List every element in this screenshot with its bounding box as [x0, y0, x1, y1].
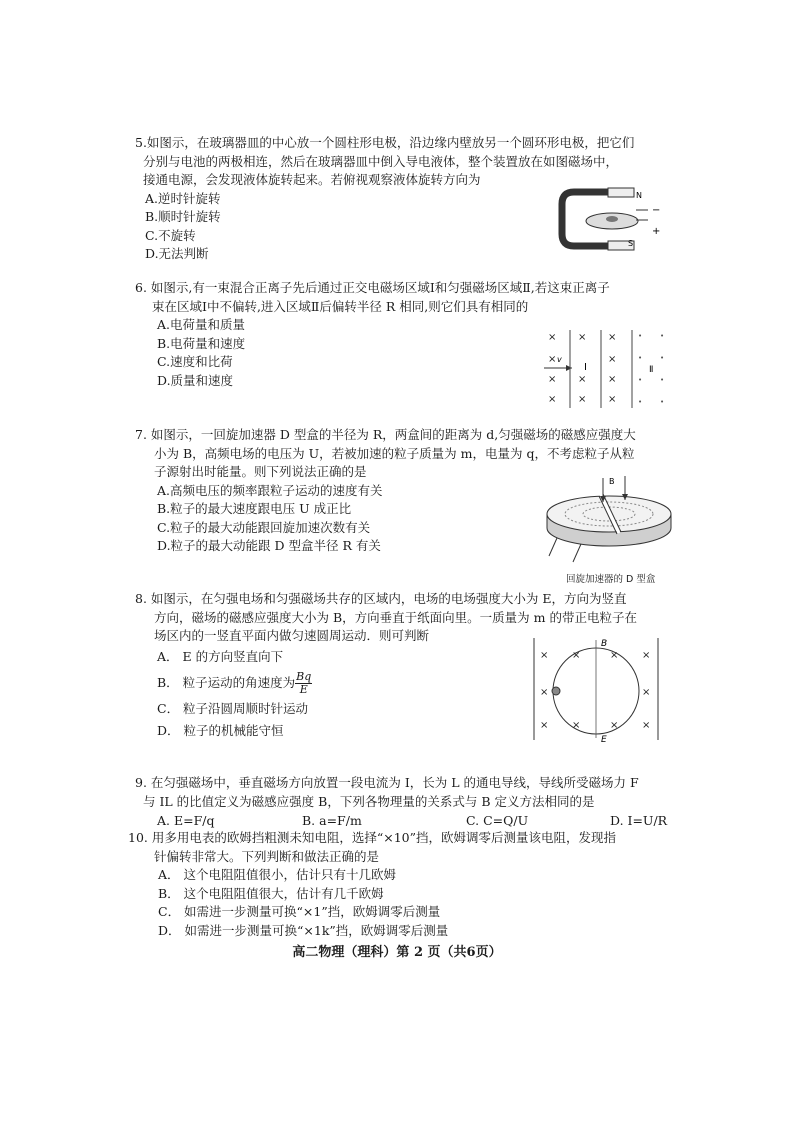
q8-e-label: E — [601, 735, 607, 744]
cross-mark: × — [642, 650, 651, 661]
q6-option-c: C.速度和比荷 — [157, 354, 233, 369]
fraction-numerator: Bq — [296, 669, 312, 683]
cross-mark: × — [540, 720, 549, 731]
page-footer: 高二物理（理科）第 2 页（共6页） — [292, 945, 502, 960]
q9-option-b: B. a=F/m — [302, 813, 362, 828]
q5-option-c: C.不旋转 — [145, 227, 196, 243]
cross-mark: × — [608, 354, 617, 365]
q8-line-3: 场区内的一竖直平面内做匀速圆周运动．则可判断 — [154, 628, 430, 643]
q9-option-c: C. C=Q/U — [466, 813, 529, 828]
cross-mark: × — [608, 332, 617, 343]
q10-line-1: 10. 用多用电表的欧姆挡粗测未知电阻，选择“×10”挡，欧姆调零后测量该电阻，发现指 — [128, 830, 617, 845]
q7-line-1: 7. 如图示，一回旋加速器 D 型盒的半径为 R，两盒间的距离为 d,匀强磁场的磁感应强度大 — [135, 427, 636, 442]
q8-option-d: D． 粒子的机械能守恒 — [157, 722, 284, 738]
dot-mark: • — [660, 376, 665, 384]
cross-mark: × — [548, 332, 557, 343]
dot-mark: • — [638, 398, 643, 406]
q8-option-b-text: B． 粒子运动的角速度为 — [157, 674, 296, 690]
q6-line-1: 6. 如图示,有一束混合正离子先后通过正交电磁场区域Ⅰ和匀强磁场区域Ⅱ,若这束正离子 — [135, 280, 610, 295]
q8-option-b-fraction — [295, 671, 312, 696]
cross-mark: × — [572, 720, 581, 731]
cross-mark: × — [548, 394, 557, 405]
q8-circular-motion-diagram — [532, 634, 660, 744]
q5-magnet-diagram — [556, 186, 666, 256]
cross-mark: × — [578, 374, 587, 385]
q5-s-label: S — [628, 239, 634, 248]
q8-option-c: C． 粒子沿圆周顺时针运动 — [157, 700, 309, 716]
q8-b-label: B — [601, 639, 608, 649]
q10-option-a: A． 这个电阻阻值很小，估计只有十几欧姆 — [158, 867, 397, 882]
dot-mark: • — [660, 332, 665, 340]
q5-option-a: A.逆时针旋转 — [145, 190, 221, 206]
q5-plus-label: + — [652, 226, 661, 237]
dot-mark: • — [638, 332, 643, 340]
dot-mark: • — [660, 354, 665, 362]
q8-line-1: 8. 如图示，在匀强电场和匀强磁场共存的区域内，电场的电场强度大小为 E，方向为竖直 — [135, 591, 627, 606]
q9-option-a: A. E=F/q — [157, 813, 215, 828]
q6-option-a: A.电荷量和质量 — [157, 317, 246, 332]
q7-option-a: A.高频电压的频率跟粒子运动的速度有关 — [157, 482, 383, 498]
cross-mark: × — [642, 720, 651, 731]
q5-option-b: B.顺时针旋转 — [145, 209, 221, 224]
q6-region-1-label: Ⅰ — [584, 362, 587, 373]
q5-line-1: 5.如图示，在玻璃器皿的中心放一个圆柱形电极，沿边缘内壁放另一个圆环形电极，把它们 — [135, 135, 635, 150]
q8-line-2: 方向，磁场的磁感应强度大小为 B，方向垂直于纸面向里。一质量为 m 的带正电粒子在 — [154, 609, 637, 625]
q6-option-b: B.电荷量和速度 — [157, 335, 246, 351]
q10-option-d: D． 如需进一步测量可换“×1k”挡，欧姆调零后测量 — [158, 922, 449, 938]
cross-mark: × — [608, 374, 617, 385]
q9-line-2: 与 IL 的比值定义为磁感应强度 B，下列各物理量的关系式与 B 定义方法相同的是 — [143, 793, 595, 809]
q10-option-b: B． 这个电阻阻值很大，估计有几千欧姆 — [158, 885, 384, 901]
q5-option-d: D.无法判断 — [145, 246, 209, 261]
cross-mark: × — [610, 650, 619, 661]
question-10 — [128, 829, 688, 940]
cross-mark: × — [548, 374, 557, 385]
q10-line-2: 针偏转非常大。下列判断和做法正确的是 — [154, 848, 380, 864]
q7-figure-caption: 回旋加速器的 D 型盒 — [566, 574, 656, 585]
q7-b-label: B — [609, 477, 615, 486]
q6-fields-diagram — [538, 326, 678, 412]
cross-mark: × — [642, 687, 651, 698]
q6-region-2-label: Ⅱ — [649, 365, 654, 375]
q7-line-3: 子源射出时能量。则下列说法正确的是 — [154, 464, 367, 479]
question-9 — [135, 774, 695, 811]
q7-option-c: C.粒子的最大动能跟回旋加速次数有关 — [157, 519, 371, 535]
q8-option-a: A． E 的方向竖直向下 — [157, 648, 284, 664]
cross-mark: × — [572, 650, 581, 661]
q5-n-label: N — [636, 191, 642, 200]
cross-mark: × — [608, 394, 617, 405]
q10-option-c: C． 如需进一步测量可换“×1”挡，欧姆调零后测量 — [158, 904, 441, 919]
q6-option-d: D.质量和速度 — [157, 372, 234, 388]
cross-mark: × — [540, 650, 549, 661]
q6-line-2: 束在区域Ⅰ中不偏转,进入区域Ⅱ后偏转半径 R 相同,则它们具有相同的 — [152, 298, 529, 314]
cross-mark: × — [610, 720, 619, 731]
cross-mark: × — [578, 332, 587, 343]
q9-option-d: D. I=U/R — [610, 813, 668, 828]
cross-mark: × — [578, 394, 587, 405]
q6-v-label: v — [557, 355, 562, 364]
cross-mark: × — [548, 354, 557, 365]
dot-mark: • — [638, 354, 643, 362]
q7-option-d: D.粒子的最大动能跟 D 型盒半径 R 有关 — [157, 538, 381, 553]
q5-minus-label: − — [652, 205, 661, 216]
q9-line-1: 9. 在匀强磁场中，垂直磁场方向放置一段电流为 I，长为 L 的通电导线，导线所受磁场力 F — [135, 775, 639, 790]
dot-mark: • — [638, 376, 643, 384]
q7-option-b: B.粒子的最大速度跟电压 U 成正比 — [157, 501, 352, 516]
dot-mark: • — [660, 398, 665, 406]
q5-line-2: 分别与电池的两极相连，然后在玻璃器皿中倒入导电液体，整个装置放在如图磁场中， — [143, 153, 619, 169]
cross-mark: × — [540, 687, 549, 698]
q7-line-2: 小为 B，高频电场的电压为 U，若被加速的粒子质量为 m，电量为 q，不考虑粒子从粒 — [154, 445, 635, 461]
q5-line-3: 接通电源，会发现液体旋转起来。若俯视观察液体旋转方向为 — [143, 172, 481, 187]
fraction-denominator: E — [299, 682, 308, 696]
q7-cyclotron-diagram — [541, 474, 681, 566]
